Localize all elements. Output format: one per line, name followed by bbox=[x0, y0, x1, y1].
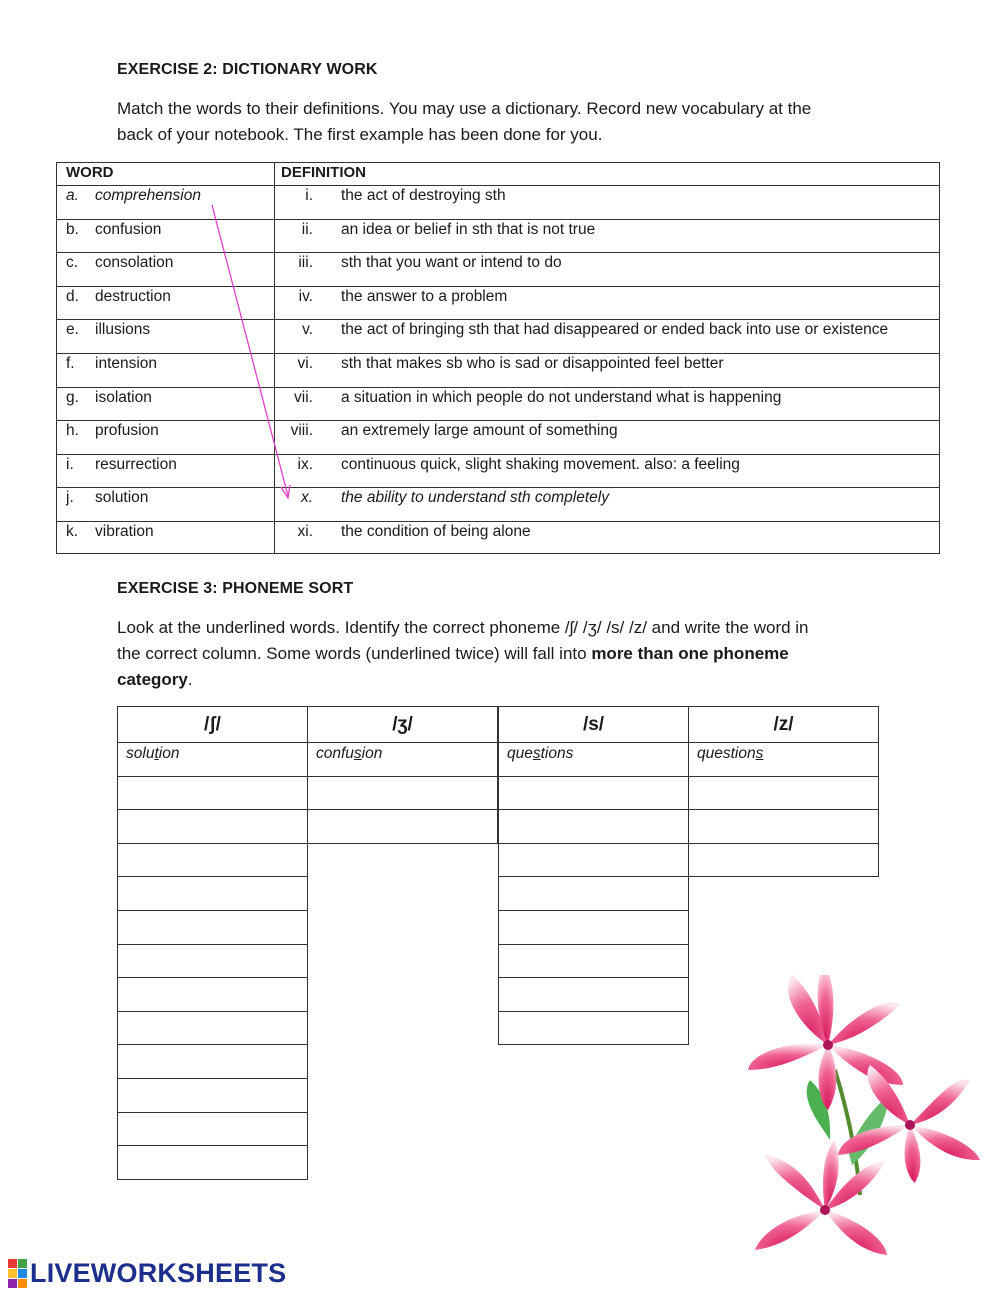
answer-cell[interactable] bbox=[117, 1078, 308, 1113]
definition-text: the act of destroying sth bbox=[341, 187, 506, 204]
answer-cell[interactable] bbox=[498, 843, 689, 878]
underlined-letter: s bbox=[532, 745, 541, 762]
word-letter: h. bbox=[66, 422, 79, 440]
example-text: que bbox=[507, 745, 533, 762]
example-match-arrow bbox=[0, 0, 1000, 600]
definition-text: the ability to understand sth completely bbox=[341, 489, 609, 507]
word-text: confusion bbox=[95, 220, 162, 238]
phoneme-column-header: /z/ bbox=[688, 706, 879, 743]
phoneme-column-header: /ʒ/ bbox=[307, 706, 498, 743]
answer-cell[interactable] bbox=[117, 910, 308, 945]
example-text: ion bbox=[361, 745, 383, 762]
answer-cell[interactable] bbox=[498, 910, 689, 945]
underlined-letter: s bbox=[353, 745, 362, 762]
word-column-header: WORD bbox=[66, 164, 114, 181]
answer-cell[interactable] bbox=[498, 977, 689, 1012]
word-letter: e. bbox=[66, 321, 79, 339]
logo-block bbox=[8, 1269, 17, 1278]
word-text: solution bbox=[95, 489, 149, 507]
word-text: intension bbox=[95, 355, 158, 372]
logo-text: LIVEWORKSHEETS bbox=[30, 1257, 287, 1288]
definition-text: an idea or belief in sth that is not true bbox=[341, 220, 596, 238]
example-text: solu bbox=[126, 745, 155, 762]
word-letter: b. bbox=[66, 220, 79, 238]
definition-text: the condition of being alone bbox=[341, 523, 531, 540]
definition-text: sth that you want or intend to do bbox=[341, 254, 562, 272]
logo-icon bbox=[8, 1259, 27, 1288]
word-text: consolation bbox=[95, 254, 174, 272]
word-text: vibration bbox=[95, 523, 154, 540]
exercise2-instructions-line1: Match the words to their definitions. You may use a dictionary. Record new vocabulary at the bbox=[117, 99, 812, 118]
word-letter: a. bbox=[66, 187, 79, 204]
underlined-letter: s bbox=[755, 745, 764, 762]
answer-cell[interactable] bbox=[117, 1112, 308, 1147]
definition-number: xi. bbox=[297, 523, 313, 540]
word-letter: k. bbox=[66, 523, 79, 540]
definition-number: viii. bbox=[290, 422, 313, 440]
word-text: destruction bbox=[95, 287, 171, 305]
definition-number: iii. bbox=[298, 254, 313, 272]
answer-cell[interactable] bbox=[117, 1011, 308, 1046]
answer-cell[interactable] bbox=[117, 944, 308, 979]
phoneme-example-cell bbox=[307, 742, 498, 777]
instructions-bold-phrase: more than one phoneme bbox=[591, 644, 789, 663]
answer-cell[interactable] bbox=[498, 944, 689, 979]
definition-text: the answer to a problem bbox=[341, 287, 508, 305]
underlined-letter: t bbox=[154, 745, 159, 762]
exercise2-heading: EXERCISE 2: DICTIONARY WORK bbox=[117, 61, 378, 78]
word-letter: g. bbox=[66, 388, 79, 406]
phoneme-example-cell bbox=[688, 742, 879, 777]
answer-cell[interactable] bbox=[498, 776, 689, 811]
answer-cell[interactable] bbox=[307, 809, 498, 844]
definition-number: vi. bbox=[297, 355, 313, 372]
definition-column-header: DEFINITION bbox=[281, 164, 366, 181]
definition-number: iv. bbox=[298, 287, 313, 305]
instructions-period: . bbox=[187, 670, 193, 689]
definition-number: i. bbox=[305, 187, 313, 204]
exercise3-heading: EXERCISE 3: PHONEME SORT bbox=[117, 580, 354, 597]
word-letter: d. bbox=[66, 287, 79, 305]
answer-cell[interactable] bbox=[117, 776, 308, 811]
instructions-bold-category: category bbox=[117, 670, 188, 689]
answer-cell[interactable] bbox=[498, 809, 689, 844]
example-text: tions bbox=[540, 745, 574, 762]
definition-text: sth that makes sb who is sad or disappointed feel better bbox=[341, 355, 724, 372]
logo-block bbox=[18, 1279, 27, 1288]
logo-block bbox=[8, 1259, 17, 1268]
definition-text: an extremely large amount of something bbox=[341, 422, 618, 440]
exercise3-instructions-line1: Look at the underlined words. Identify the correct phoneme /ʃ/ /ʒ/ /s/ /z/ and write the word in bbox=[117, 618, 809, 637]
liveworksheets-logo[interactable] bbox=[8, 1258, 286, 1288]
exercise3-instructions-line3 bbox=[117, 667, 809, 693]
example-text: question bbox=[697, 745, 756, 762]
phoneme-example-cell bbox=[498, 742, 689, 777]
definition-number: ii. bbox=[301, 220, 313, 238]
answer-cell[interactable] bbox=[307, 776, 498, 811]
definition-number: v. bbox=[302, 321, 313, 339]
definition-number: ix. bbox=[297, 455, 313, 473]
exercise3-instructions-line2 bbox=[117, 641, 809, 667]
example-text: confu bbox=[316, 745, 354, 762]
answer-cell[interactable] bbox=[117, 809, 308, 844]
word-text: isolation bbox=[95, 388, 152, 406]
logo-block bbox=[8, 1279, 17, 1288]
definition-text: the act of bringing sth that had disappeared or ended back into use or existence bbox=[341, 321, 889, 339]
word-text: comprehension bbox=[95, 187, 201, 204]
answer-cell[interactable] bbox=[688, 843, 879, 878]
answer-cell[interactable] bbox=[117, 977, 308, 1012]
answer-cell[interactable] bbox=[117, 876, 308, 911]
word-letter: i. bbox=[66, 455, 74, 473]
definition-number: x. bbox=[300, 489, 313, 507]
phoneme-column-header: /s/ bbox=[498, 706, 689, 743]
answer-cell[interactable] bbox=[117, 843, 308, 878]
word-text: illusions bbox=[95, 321, 151, 339]
lily-flowers-image bbox=[740, 975, 990, 1275]
instructions-line2-text: the correct column. Some words (underlined twice) will fall into bbox=[117, 644, 592, 663]
answer-cell[interactable] bbox=[498, 1011, 689, 1046]
word-text: resurrection bbox=[95, 455, 177, 473]
definition-text: a situation in which people do not understand what is happening bbox=[341, 388, 782, 406]
word-letter: f. bbox=[66, 355, 75, 372]
answer-cell[interactable] bbox=[688, 776, 879, 811]
exercise3-instructions bbox=[117, 615, 809, 693]
answer-cell[interactable] bbox=[117, 1044, 308, 1079]
phoneme-column-header: /ʃ/ bbox=[117, 706, 308, 743]
arrow-line bbox=[212, 205, 288, 496]
answer-cell[interactable] bbox=[688, 809, 879, 844]
definition-text: continuous quick, slight shaking movement. also: a feeling bbox=[341, 455, 740, 473]
phoneme-example-cell bbox=[117, 742, 308, 777]
logo-block bbox=[18, 1269, 27, 1278]
logo-block bbox=[18, 1259, 27, 1268]
answer-cell[interactable] bbox=[117, 1145, 308, 1180]
exercise2-instructions-line2: back of your notebook. The first example has been done for you. bbox=[117, 125, 603, 144]
answer-cell[interactable] bbox=[498, 876, 689, 911]
word-letter: c. bbox=[66, 254, 79, 272]
definition-number: vii. bbox=[294, 388, 313, 406]
word-text: profusion bbox=[95, 422, 159, 440]
example-text: ion bbox=[158, 745, 180, 762]
word-letter: j. bbox=[66, 489, 74, 507]
